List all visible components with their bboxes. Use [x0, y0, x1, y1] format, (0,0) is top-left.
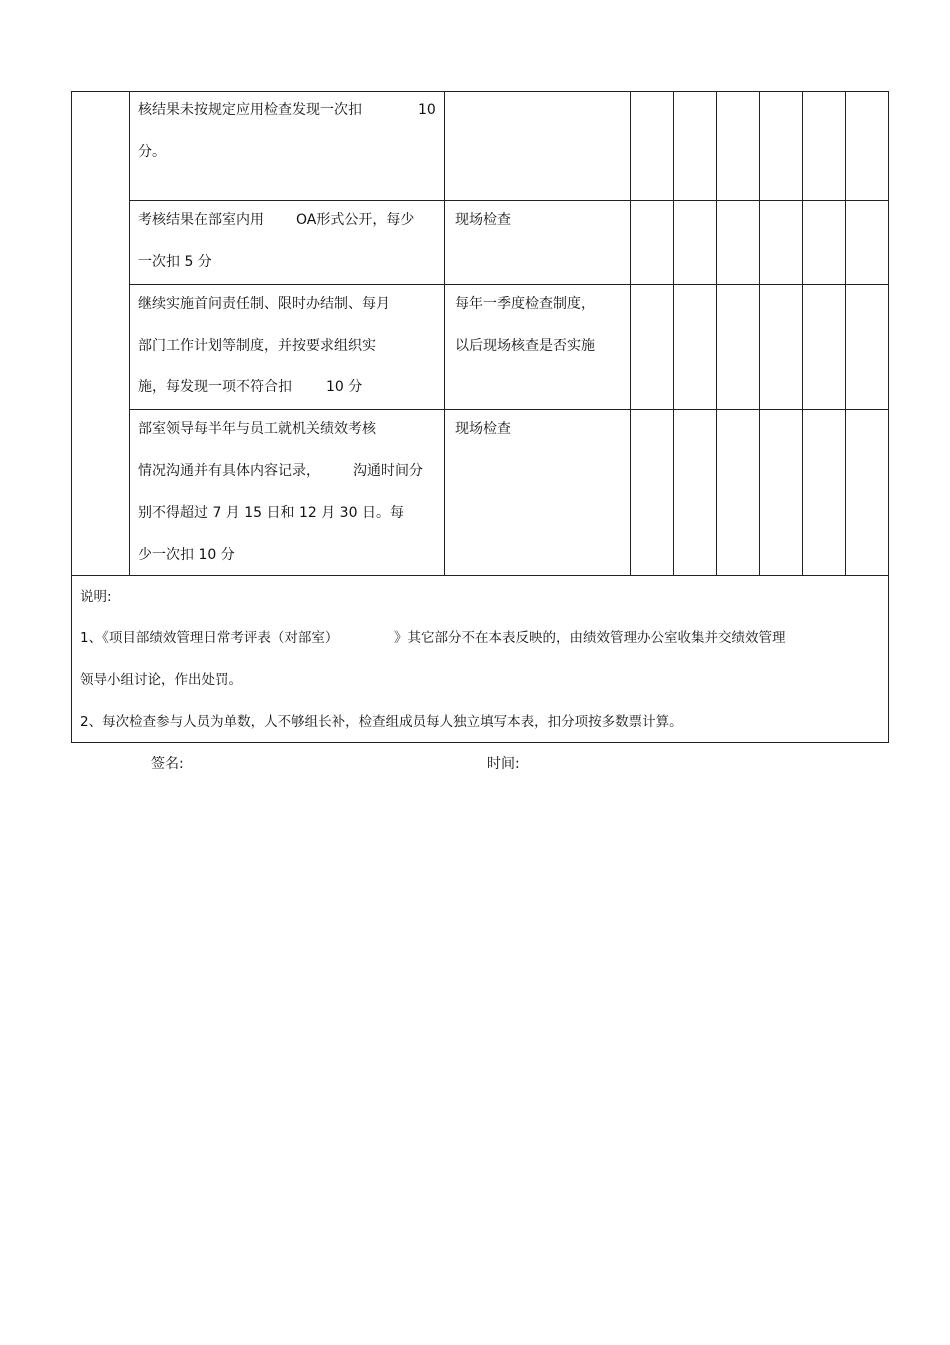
note-item: 领导小组讨论，作出处罚。: [80, 672, 242, 688]
row-divider: [129, 284, 889, 285]
method-text: 现场检查: [455, 421, 511, 437]
column-divider: [759, 91, 760, 576]
row-divider: [129, 200, 889, 201]
criteria-text: 分。: [138, 144, 166, 160]
criteria-text: 考核结果在部室内用: [138, 212, 264, 228]
note-item: 2、每次检查参与人员为单数，人不够组长补，检查组成员每人独立填写本表，扣分项按多数票计算。: [80, 714, 683, 730]
criteria-text: OA形式公开，每少: [296, 212, 415, 228]
criteria-text: 核结果未按规定应用检查发现一次扣: [138, 102, 362, 118]
signature-label: 签名:: [151, 756, 184, 772]
criteria-text: 别不得超过 7 月 15 日和 12 月 30 日。每: [138, 505, 404, 521]
row-divider: [71, 575, 889, 576]
column-divider: [444, 91, 445, 576]
row-divider: [129, 409, 889, 410]
column-divider: [129, 91, 130, 576]
criteria-score: 10: [418, 102, 436, 118]
criteria-text: 继续实施首问责任制、限时办结制、每月: [138, 296, 390, 312]
method-text: 以后现场核查是否实施: [455, 338, 595, 354]
table-bottom-border: [71, 742, 889, 743]
criteria-text: 部室领导每半年与员工就机关绩效考核: [138, 421, 376, 437]
method-text: 每年一季度检查制度，: [455, 296, 595, 312]
criteria-text: 部门工作计划等制度，并按要求组织实: [138, 338, 376, 354]
time-label: 时间:: [487, 756, 520, 772]
column-divider: [716, 91, 717, 576]
criteria-text: 情况沟通并有具体内容记录，: [138, 463, 320, 479]
table-right-border: [888, 91, 889, 743]
criteria-text: 施，每发现一项不符合扣: [138, 379, 292, 395]
column-divider: [802, 91, 803, 576]
note-item: 》其它部分不在本表反映的，由绩效管理办公室收集并交绩效管理: [394, 630, 786, 646]
criteria-text: 少一次扣 10 分: [138, 547, 235, 563]
note-item: 1、《项目部绩效管理日常考评表（对部室）: [80, 630, 339, 646]
criteria-score: 10 分: [326, 379, 363, 395]
column-divider: [630, 91, 631, 576]
method-text: 现场检查: [455, 212, 511, 228]
table-left-border: [71, 91, 72, 743]
criteria-text: 一次扣 5 分: [138, 254, 212, 270]
table-top-border: [71, 91, 889, 92]
notes-heading: 说明:: [80, 589, 112, 605]
criteria-text: 沟通时间分: [353, 463, 423, 479]
column-divider: [673, 91, 674, 576]
column-divider: [845, 91, 846, 576]
